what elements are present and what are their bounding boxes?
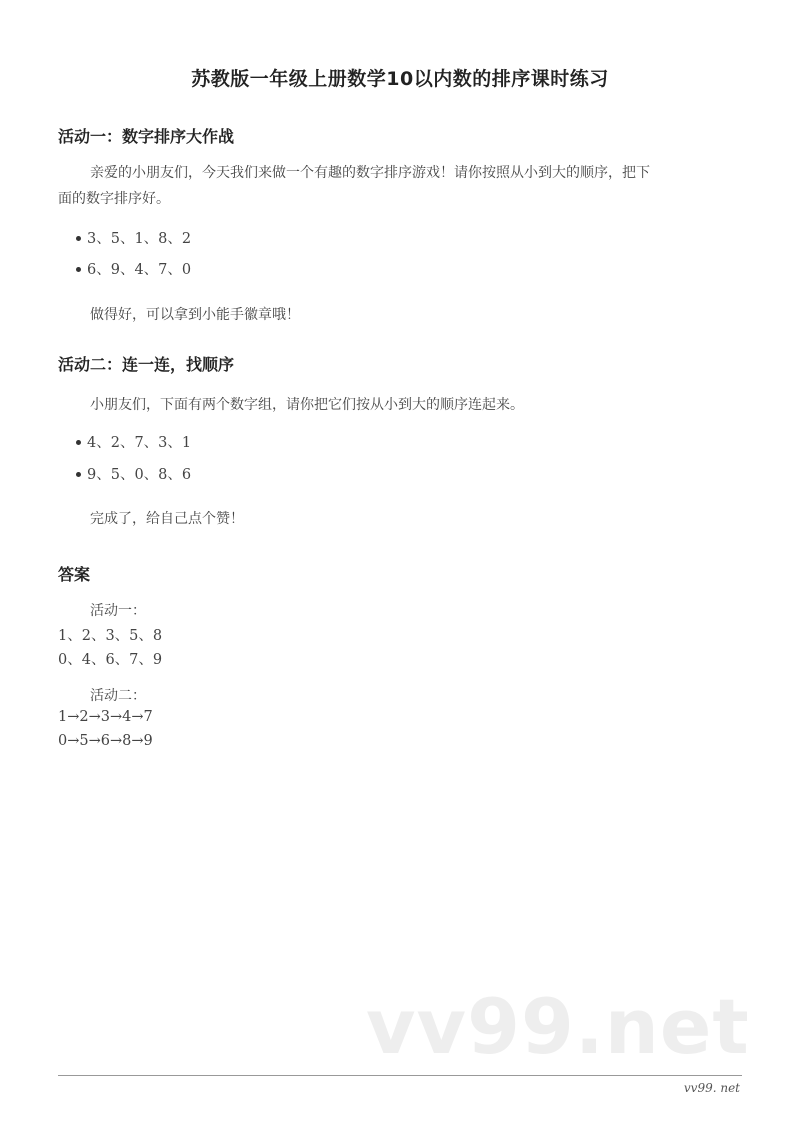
page-title: 苏教版一年级上册数学10以内数的排序课时练习 [191,68,609,90]
activity1-intro-line2: 面的数字排序好。 [58,191,170,207]
activity1-intro [58,160,748,212]
bullet-icon [76,236,81,241]
activity2-intro: 小朋友们，下面有两个数字组，请你把它们按从小到大的顺序连起来。 [90,397,524,413]
activity1-heading: 活动一：数字排序大作战 [58,127,235,146]
answer-line: 1、2、3、5、8 [58,628,163,644]
answers-heading: 答案 [58,565,91,584]
activity1-note: 做得好，可以拿到小能手徽章哦！ [90,307,300,323]
answer-line: 0→5→6→8→9 [58,733,153,749]
list-item: 4、2、7、3、1 [76,431,191,452]
footer-site-label: vv99. net [683,1081,740,1095]
answer-line: 1→2→3→4→7 [58,709,153,725]
answer-line: 0、4、6、7、9 [58,652,163,668]
list-item: 9、5、0、8、6 [76,463,191,484]
footer-divider [58,1075,742,1076]
activity1-intro-line1: 亲爱的小朋友们，今天我们来做一个有趣的数字排序游戏！请你按照从小到大的顺序，把下 [90,165,650,181]
watermark: vv99.net [366,982,750,1071]
activity2-heading: 活动二：连一连，找顺序 [58,355,235,374]
bullet-icon [76,472,81,477]
list-item: 6、9、4、7、0 [76,258,191,279]
bullet-icon [76,267,81,272]
activity2-note: 完成了，给自己点个赞！ [90,511,244,527]
answer-activity2-label: 活动二： [90,688,146,704]
bullet-icon [76,440,81,445]
answer-activity1-label: 活动一： [90,603,146,619]
list-item: 3、5、1、8、2 [76,227,191,248]
